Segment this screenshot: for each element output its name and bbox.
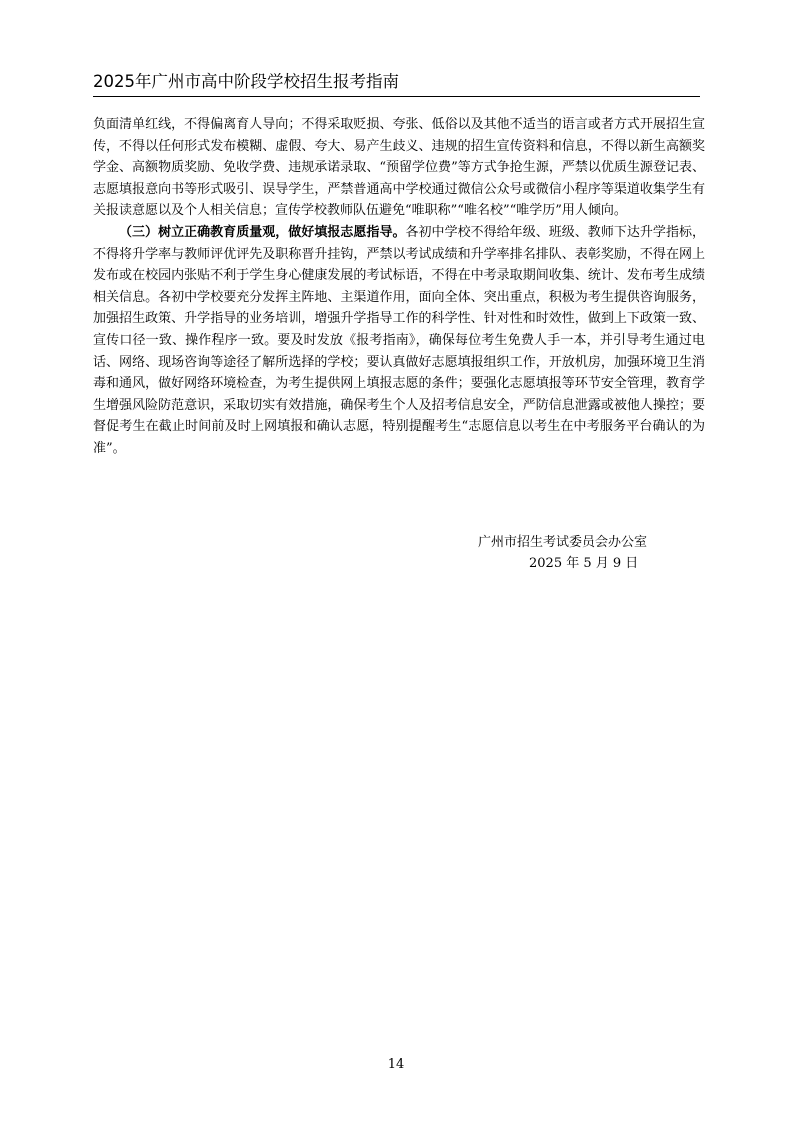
page-number: 14 (387, 1057, 405, 1072)
paragraph-continued: 负面清单红线，不得偏离育人导向；不得采取贬损、夸张、低俗以及其他不适当的语言或者方式开展招生宣传，不得以任何形式发布模糊、虚假、夸大、易产生歧义、违规的招生宣传资料和信息，不得以新生高额奖学金、高额物质奖励、免收学费、违规承诺录取、“预留学位费”等方式争抢生源，严禁以优质生源登记表、志愿填报意向书等形式吸引、误导学生，严禁普通高中学校通过微信公众号或微信小程序等渠道收集学生有关报读意愿以及个人相关信息；宣传学校教师队伍避免“唯职称”“唯名校”“唯学历”用人倾向。 (93, 117, 705, 219)
section-heading: （三）树立正确教育质量观，做好填报志愿指导。 (119, 224, 406, 240)
document-body (93, 114, 705, 460)
page-header (93, 70, 700, 97)
header-title: 2025年广州市高中阶段学校招生报考指南 (93, 72, 399, 91)
paragraph-section-three (93, 222, 705, 460)
section-text: 各初中学校不得给年级、班级、教师下达升学指标，不得将升学率与教师评优评先及职称晋升挂钩，严禁以考试成绩和升学率排名排队、表彰奖励，不得在网上发布或在校园内张贴不利于学生身心健康发展的考试标语，不得在中考录取期间收集、统计、发布考生成绩相关信息。各初中学校要充分发挥主阵地、主渠道作用，面向全体、突出重点，积极为考生提供咨询服务，加强招生政策、升学指导的业务培训，增强升学指导工作的科学性、针对性和时效性，做到上下政策一致、宣传口径一致、操作程序一致。要及时发放《报考指南》，确保每位考生免费人手一本，并引导考生通过电话、网络、现场咨询等途径了解所选择的学校；要认真做好志愿填报组织工作，开放机房，加强环境卫生消毒和通风，做好网络环境检查，为考生提供网上填报志愿的条件；要强化志愿填报等环节安全管理，教育学生增强风险防范意识，采取切实有效措施，确保考生个人及招考信息安全，严防信息泄露或被他人操控；要督促考生在截止时间前及时上网填报和确认志愿，特别提醒考生“志愿信息以考生在中考服务平台确认的为准”。 (93, 224, 705, 456)
signature-organization: 广州市招生考试委员会办公室 (478, 535, 648, 550)
signature-date: 2025 年 5 月 9 日 (529, 556, 639, 571)
